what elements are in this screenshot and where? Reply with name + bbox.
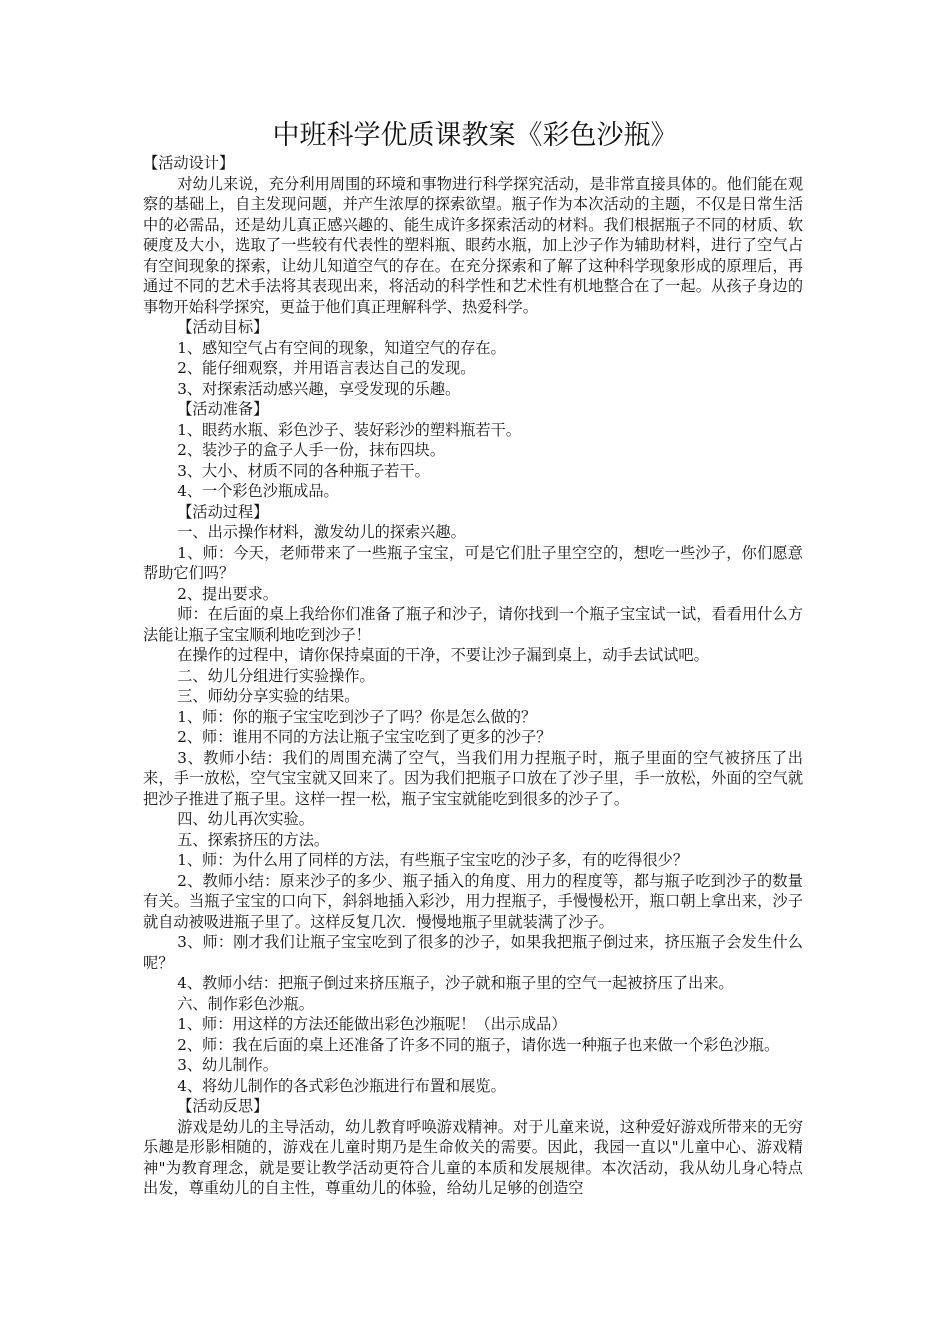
paragraph: 二、幼儿分组进行实验操作。 — [177, 666, 375, 685]
document-body — [143, 153, 803, 1199]
paragraph: 3、大小、材质不同的各种瓶子若干。 — [177, 461, 430, 480]
paragraph: 六、制作彩色沙瓶。 — [177, 994, 314, 1013]
paragraph: 2、提出要求。 — [177, 584, 278, 603]
paragraph: 五、探索挤压的方法。 — [177, 830, 330, 849]
paragraph: 3、教师小结：我们的周围充满了空气，当我们用力捏瓶子时，瓶子里面的空气被挤压了出来，手一放松，空气宝宝就又回来了。因为我们把瓶子口放在了沙子里，手一放松，外面的空气就把沙子推进了瓶子里。这样一捏一松，瓶子宝宝就能吃到很多的沙子了。 — [143, 748, 803, 808]
paragraph: 一、出示操作材料，激发幼儿的探索兴趣。 — [177, 523, 466, 541]
paragraph: 3、幼儿制作。 — [177, 1056, 278, 1074]
section-heading: 【活动过程】 — [177, 502, 269, 521]
paragraph: 3、师：刚才我们让瓶子宝宝吃到了很多的沙子，如果我把瓶子倒过来，挤压瓶子会发生什么呢？ — [143, 933, 803, 972]
paragraph: 1、感知空气占有空间的现象，知道空气的存在。 — [177, 338, 506, 357]
paragraph: 4、将幼儿制作的各式彩色沙瓶进行布置和展览。 — [177, 1076, 506, 1095]
paragraph: 1、师：为什么用了同样的方法，有些瓶子宝宝吃的沙子多，有的吃得很少？ — [177, 851, 689, 869]
paragraph: 2、装沙子的盒子人手一份，抹布四块。 — [177, 441, 446, 459]
paragraph: 游戏是幼儿的主导活动，幼儿教育呼唤游戏精神。对于儿童来说，这种爱好游戏所带来的无穷乐趣是形影相随的，游戏在儿童时期乃是生命攸关的需要。因此，我园一直以"儿童中心、游戏精神"为教育理念，就是要让教学活动更符合儿童的本质和发展规律。本次活动，我从幼儿身心特点出发，尊重幼儿的自主性，尊重幼儿的体验，给幼儿足够的创造空 — [143, 1117, 803, 1197]
paragraph: 2、教师小结：原来沙子的多少、瓶子插入的角度、用力的程度等，都与瓶子吃到沙子的数量有关。当瓶子宝宝的口向下，斜斜地插入彩沙，用力捏瓶子，手慢慢松开，瓶口朝上拿出来，沙子就自动被吸进瓶子里了。这样反复几次．慢慢地瓶子里就装满了沙子。 — [143, 871, 803, 931]
section-heading: 【活动目标】 — [177, 318, 269, 336]
document-title: 中班科学优质课教案《彩色沙瓶》 — [272, 120, 678, 151]
paragraph: 3、对探索活动感兴趣，享受发现的乐趣。 — [177, 379, 461, 398]
paragraph: 三、师幼分享实验的结果。 — [177, 687, 360, 705]
paragraph: 2、能仔细观察，并用语言表达自己的发现。 — [177, 359, 476, 377]
paragraph: 1、眼药水瓶、彩色沙子、装好彩沙的塑料瓶若干。 — [177, 420, 521, 439]
paragraph: 2、师：谁用不同的方法让瓶子宝宝吃到了更多的沙子？ — [177, 728, 552, 746]
paragraph: 在操作的过程中，请你保持桌面的干净，不要让沙子漏到桌上，动手去试试吧。 — [177, 646, 709, 664]
paragraph: 1、师：今天，老师带来了一些瓶子宝宝，可是它们肚子里空空的，想吃一些沙子，你们愿意帮助它们吗？ — [143, 543, 803, 582]
section-heading: 【活动反思】 — [177, 1097, 269, 1115]
paragraph: 四、幼儿再次实验。 — [177, 810, 314, 828]
paragraph: 师：在后面的桌上我给你们准备了瓶子和沙子，请你找到一个瓶子宝宝试一试，看看用什么方法能让瓶子宝宝顺利地吃到沙子！ — [143, 605, 803, 644]
paragraph: 4、教师小结：把瓶子倒过来挤压瓶子，沙子就和瓶子里的空气一起被挤压了出来。 — [177, 974, 734, 992]
paragraph: 1、师：用这样的方法还能做出彩色沙瓶呢！（出示成品） — [177, 1015, 567, 1033]
section-heading: 【活动设计】 — [143, 154, 235, 172]
paragraph: 对幼儿来说，充分利用周围的环境和事物进行科学探究活动，是非常直接具体的。他们能在观察的基础上，自主发现问题，并产生浓厚的探索欲望。瓶子作为本次活动的主题，不仅是日常生活中的必需品，还是幼儿真正感兴趣的、能生成许多探索活动的材料。我们根据瓶子不同的材质、软硬度及大小，选取了一些较有代表性的塑料瓶、眼药水瓶，加上沙子作为辅助材料，进行了空气占有空间现象的探索，让幼儿知道空气的存在。在充分探索和了解了这种科学现象形成的原理后，再通过不同的艺术手法将其表现出来，将活动的科学性和艺术性有机地整合在了一起。从孩子身边的事物开始科学探究，更益于他们真正理解科学、热爱科学。 — [143, 174, 803, 316]
paragraph: 2、师：我在后面的桌上还准备了许多不同的瓶子，请你选一种瓶子也来做一个彩色沙瓶。 — [177, 1035, 780, 1054]
paragraph: 4、一个彩色沙瓶成品。 — [177, 482, 339, 500]
section-heading: 【活动准备】 — [177, 400, 269, 418]
paragraph: 1、师：你的瓶子宝宝吃到沙子了吗？你是怎么做的？ — [177, 707, 537, 726]
